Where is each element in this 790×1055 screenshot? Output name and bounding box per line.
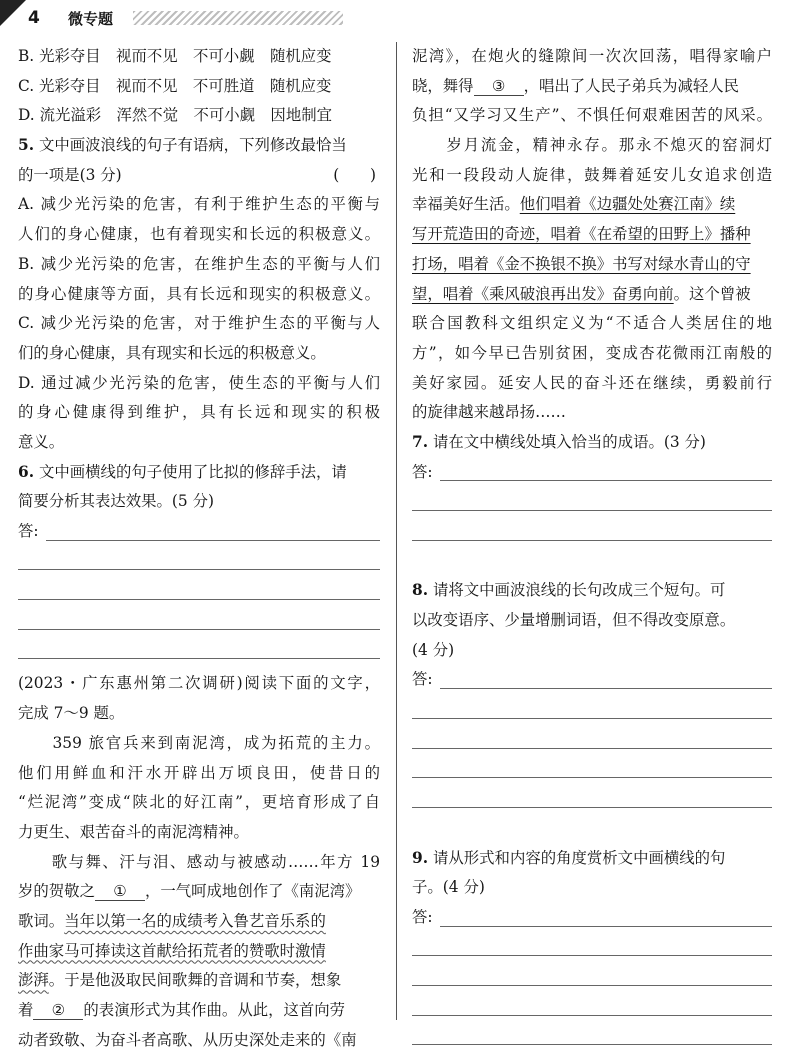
q6-stem-2: 简要分析其表达效果。(5 分) [18,492,214,511]
blank-3[interactable]: ③ [474,77,524,96]
passage-line: 的旋律越来越昂扬…… [412,403,566,422]
answer-paren: ( ) [333,165,376,184]
source-note-2: 完成 7～9 题。 [18,704,125,723]
passage-line [412,250,772,280]
q9-answer-line[interactable] [412,992,772,1022]
passage-line: 负担“又学习又生产”、不惧任何艰难困苦的风采。 [412,106,772,125]
q7-answer-line[interactable] [412,487,772,517]
passage-line: 联合国教科文组织定义为“不适合人类居住的地 [412,314,772,333]
q4-option-d: D. 流光溢彩 浑然不觉 不可小觑 因地制宜 [18,106,332,125]
blank-1[interactable]: ① [95,882,145,901]
q5-option-a-cont: 人们的身心健康，也有着现实和长远的积极意义。 [18,225,380,244]
q6-stem: 6. 文中画横线的句子使用了比拟的修辞手法，请 [18,462,347,481]
wavy-underlined-sentence: 澎湃 [18,971,49,990]
underlined-sentence: 望，唱着《乘风破浪再出发》奋勇向前 [412,284,674,303]
passage-line: 着 ② 的表演形式为其作曲。从此，这首向劳 [18,1001,346,1019]
passage-line [412,220,772,250]
left-column [18,42,380,1055]
q9-number: 9. [412,848,429,867]
q8-answer-line[interactable] [412,665,772,695]
q5-option-b-cont: 的身心健康等方面，具有长远和现实的积极意义。 [18,284,380,303]
passage-line: 他们用鲜血和汗水开辟出万顷良田，使昔日的 [18,763,380,782]
underlined-sentence: 打场，唱着《金不换银不换》书写对绿水青山的守 [412,254,751,273]
answer-label: 答: [412,670,433,689]
q6-answer-line[interactable] [18,576,380,606]
passage-line: 歌与舞、汗与泪、感动与被感动……年方 19 [18,852,380,871]
page-header [0,0,790,40]
passage-line: 泥湾》，在炮火的缝隙间一次次回荡，唱得家喻户 [412,47,772,65]
section-title: 微专题 [68,10,114,28]
q9-stem: 9. 请从形式和内容的角度赏析文中画横线的句 [412,848,726,867]
q5-option-b: B. 减少光污染的危害，在维护生态的平衡与人们 [18,254,380,273]
passage-line: 澎湃。于是他汲取民间歌舞的音调和节奏，想象 [18,971,342,990]
q5-stem: 5. 文中画波浪线的句子有语病，下列修改最恰当 [18,136,347,155]
q8-answer-line[interactable] [412,784,772,814]
wavy-underlined-sentence: 作曲家马可捧读这首献给拓荒者的赞歌时激情 [18,941,326,960]
q8-number: 8. [412,581,429,600]
column-divider [396,42,397,1020]
q6-number: 6. [18,462,35,481]
answer-label: 答: [412,907,433,926]
q4-option-c: C. 光彩夺目 视而不见 不可胜道 随机应变 [18,76,332,95]
page-number: 4 [28,8,40,28]
blank-2[interactable]: ② [33,1001,83,1020]
q9-answer-line[interactable] [412,962,772,992]
q6-answer-line[interactable] [18,517,380,547]
q8-answer-line[interactable] [412,725,772,755]
q5-number: 5. [18,136,35,155]
passage-line: 歌词。当年以第一名的成绩考入鲁艺音乐系的 [18,911,326,930]
passage-line: 动者致敬、为奋斗者高歌、从历史深处走来的《南 [18,1030,357,1049]
q5-stem-2: 的一项是(3 分) ( ) [18,161,380,191]
q5-option-d-cont2: 意义。 [18,432,65,451]
underlined-sentence: 写开荒造田的奇迹，唱着《在希望的田野上》播种 [412,225,751,244]
passage-line: 岁月流金，精神永存。那永不熄灭的窑洞灯 [412,136,772,155]
q6-answer-line[interactable] [18,606,380,636]
q5-option-d: D. 通过减少光污染的危害，使生态的平衡与人们 [18,373,380,392]
passage-line: 359 旅官兵来到南泥湾，成为拓荒的主力。 [18,733,380,752]
q7-stem: 7. 请在文中横线处填入恰当的成语。(3 分) [412,432,706,451]
right-column [412,42,772,1051]
passage-line: 幸福美好生活。他们唱着《边疆处处赛江南》续 [412,195,736,214]
q9-answer-line[interactable] [412,933,772,963]
q7-answer-line[interactable] [412,458,772,488]
q8-answer-line[interactable] [412,695,772,725]
q5-option-c-cont: 们的身心健康，具有现实和长远的积极意义。 [18,343,326,362]
q7-answer-line[interactable] [412,517,772,547]
q5-option-c: C. 减少光污染的危害，对于维护生态的平衡与人 [18,314,380,333]
passage-line: 晓，舞得 ③ ，唱出了人民子弟兵为减轻人民 [412,76,740,95]
passage-line: 岁的贺敬之 ① ，一气呵成地创作了《南泥湾》 [18,882,361,901]
q5-option-a: A. 减少光污染的危害，有利于维护生态的平衡与 [18,195,380,214]
q4-option-b: B. 光彩夺目 视而不见 不可小觑 随机应变 [18,47,332,65]
q7-number: 7. [412,432,429,451]
wavy-underlined-sentence: 当年以第一名的成绩考入鲁艺音乐系的 [64,911,326,930]
passage-line: 美好家园。延安人民的奋斗还在继续，勇毅前行 [412,373,772,392]
answer-label: 答: [18,522,39,540]
q8-answer-line[interactable] [412,755,772,785]
q8-stem-3: (4 分) [412,640,455,659]
q8-stem: 8. 请将文中画波浪线的长句改成三个短句。可 [412,581,726,600]
q9-answer-line[interactable] [412,1022,772,1052]
passage-line: 力更生、艰苦奋斗的南泥湾精神。 [18,822,249,841]
header-stripes [133,11,343,25]
q6-answer-line[interactable] [18,636,380,666]
corner-mark [0,0,26,26]
q6-answer-line[interactable] [18,547,380,577]
passage-line: 光和一段段动人旋律，鼓舞着延安儿女追求创造 [412,165,772,184]
q9-answer-line[interactable] [412,903,772,933]
underlined-sentence: 他们唱着《边疆处处赛江南》续 [519,195,736,214]
source-note: (2023・广东惠州第二次调研)阅读下面的文字， [18,674,380,693]
passage-line: “烂泥湾”变成“陕北的好江南”，更培育形成了自 [18,793,380,812]
q9-stem-2: 子。(4 分) [412,878,485,897]
passage-line: 望，唱着《乘风破浪再出发》奋勇向前。这个曾被 [412,284,751,303]
q5-option-d-cont: 的身心健康得到维护，具有长远和现实的积极 [18,403,380,422]
q8-stem-2: 以改变语序、少量增删词语，但不得改变原意。 [412,611,736,630]
passage-line [18,937,380,967]
answer-label: 答: [412,462,433,481]
passage-line: 方”，如今早已告别贫困，变成杏花微雨江南般的 [412,343,772,362]
